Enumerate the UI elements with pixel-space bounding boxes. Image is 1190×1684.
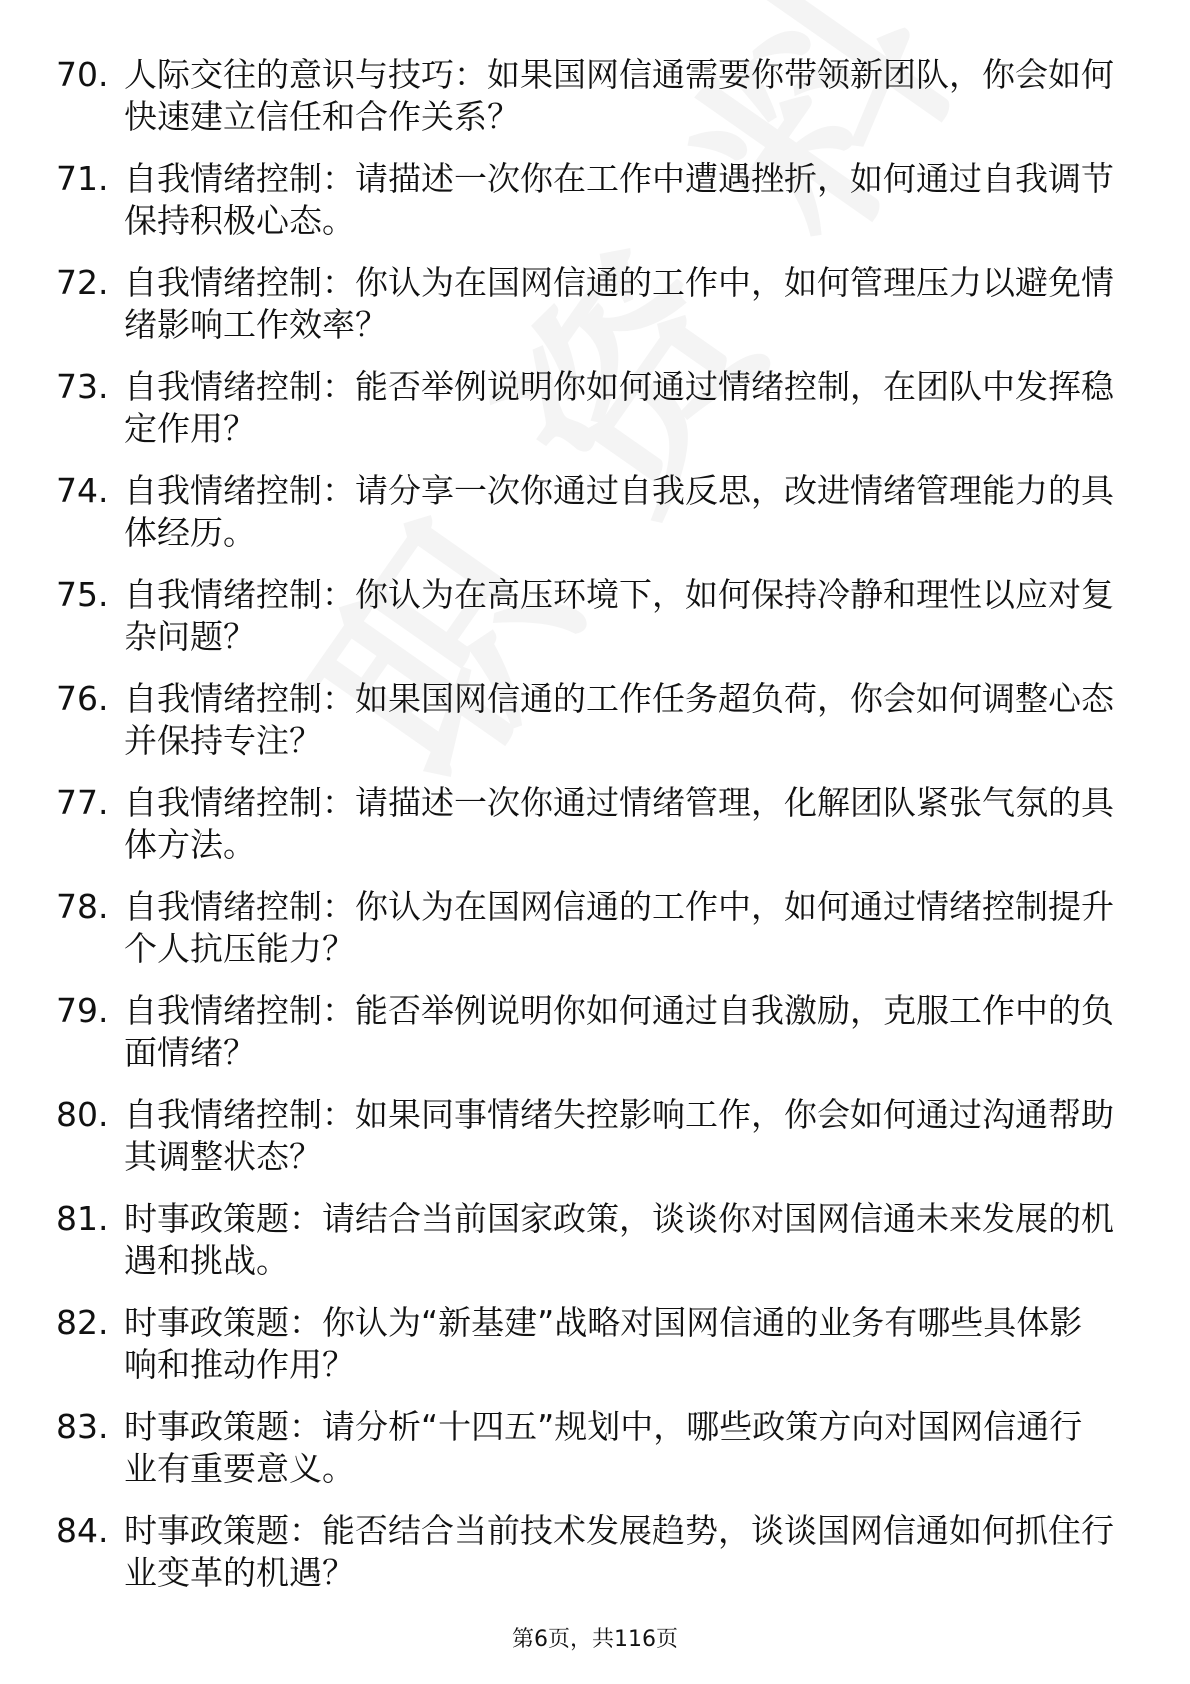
question-text: 自我情绪控制：如果国网信通的工作任务超负荷，你会如何调整心态并保持专注？ (124, 679, 1114, 760)
question-number: 83. (56, 1407, 109, 1446)
question-text: 自我情绪控制：请分享一次你通过自我反思，改进情绪管理能力的具体经历。 (124, 471, 1114, 552)
list-item (56, 54, 1116, 158)
question-number: 77. (56, 783, 109, 822)
question-number: 82. (56, 1303, 109, 1342)
question-number: 81. (56, 1199, 109, 1238)
question-number: 74. (56, 471, 109, 510)
question-text: 时事政策题：请结合当前国家政策，谈谈你对国网信通未来发展的机遇和挑战。 (124, 1199, 1114, 1280)
question-text: 自我情绪控制：你认为在高压环境下，如何保持冷静和理性以应对复杂问题？ (124, 575, 1114, 656)
question-number: 71. (56, 159, 109, 198)
question-number: 76. (56, 679, 109, 718)
question-number: 80. (56, 1095, 109, 1134)
question-text: 自我情绪控制：请描述一次你在工作中遭遇挫折，如何通过自我调节保持积极心态。 (124, 159, 1114, 240)
question-number: 79. (56, 991, 109, 1030)
list-item (56, 1510, 1116, 1614)
question-text: 自我情绪控制：你认为在国网信通的工作中，如何通过情绪控制提升个人抗压能力？ (124, 887, 1114, 968)
list-item (56, 782, 1116, 886)
list-item (56, 1406, 1116, 1510)
question-number: 84. (56, 1511, 109, 1550)
list-item (56, 990, 1116, 1094)
question-text: 自我情绪控制：如果同事情绪失控影响工作，你会如何通过沟通帮助其调整状态？ (124, 1095, 1114, 1176)
list-item (56, 1198, 1116, 1302)
question-number: 75. (56, 575, 109, 614)
question-number: 72. (56, 263, 109, 302)
list-item (56, 1302, 1116, 1406)
list-item (56, 1094, 1116, 1198)
list-item (56, 366, 1116, 470)
list-item (56, 574, 1116, 678)
list-item (56, 678, 1116, 782)
question-text: 时事政策题：你认为“新基建”战略对国网信通的业务有哪些具体影响和推动作用？ (124, 1303, 1083, 1384)
list-item (56, 158, 1116, 262)
page-footer: 第6页，共116页 (512, 1627, 678, 1652)
question-text: 时事政策题：请分析“十四五”规划中，哪些政策方向对国网信通行业有重要意义。 (124, 1407, 1083, 1488)
list-item (56, 262, 1116, 366)
list-item (56, 470, 1116, 574)
list-item (56, 886, 1116, 990)
question-number: 78. (56, 887, 109, 926)
question-number: 73. (56, 367, 109, 406)
question-text: 自我情绪控制：能否举例说明你如何通过情绪控制，在团队中发挥稳定作用？ (124, 367, 1114, 448)
question-text: 自我情绪控制：能否举例说明你如何通过自我激励，克服工作中的负面情绪？ (124, 991, 1114, 1072)
question-text: 自我情绪控制：请描述一次你通过情绪管理，化解团队紧张气氛的具体方法。 (124, 783, 1114, 864)
question-text: 人际交往的意识与技巧：如果国网信通需要你带领新团队，你会如何快速建立信任和合作关系？ (124, 55, 1114, 136)
question-list (56, 54, 1116, 1614)
question-number: 70. (56, 55, 109, 94)
question-text: 自我情绪控制：你认为在国网信通的工作中，如何管理压力以避免情绪影响工作效率？ (124, 263, 1114, 344)
question-text: 时事政策题：能否结合当前技术发展趋势，谈谈国网信通如何抓住行业变革的机遇？ (124, 1511, 1114, 1592)
